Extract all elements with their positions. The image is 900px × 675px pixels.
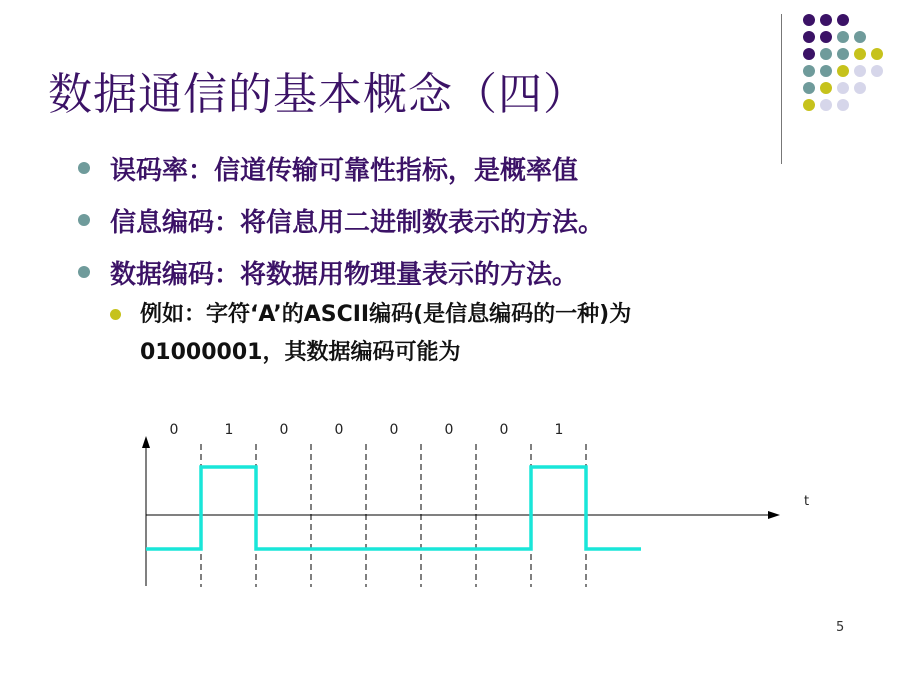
bit-label: 0 [279, 422, 289, 438]
bit-labels [170, 422, 564, 438]
bit-label: 0 [444, 422, 454, 438]
bit-label: 0 [334, 422, 344, 438]
x-axis-arrow [768, 511, 780, 519]
bullet-term: 信息编码： [110, 208, 241, 238]
bullet-definition: 信道传输可靠性指标，是概率值 [214, 156, 579, 186]
y-axis-arrow [142, 436, 150, 448]
slide-title: 数据通信的基本概念（四） [48, 69, 588, 120]
bit-label: 0 [389, 422, 399, 438]
bit-label: 1 [554, 422, 564, 438]
bullet-definition: 将信息用二进制数表示的方法。 [240, 208, 605, 238]
bullet-term: 误码率： [110, 156, 215, 186]
signal-waveform [146, 467, 641, 549]
axes [142, 436, 780, 586]
bullet-definition: 将数据用物理量表示的方法。 [240, 260, 579, 290]
bit-label: 0 [169, 422, 179, 438]
page-number: 5 [836, 620, 845, 635]
sub-bullet-line-2: 01000001，其数据编码可能为 [140, 340, 461, 365]
bullet-term: 数据编码： [110, 260, 241, 290]
x-axis-label: t [804, 494, 810, 509]
bit-label: 0 [499, 422, 509, 438]
bit-label: 1 [224, 422, 234, 438]
sub-bullet-line-1: 例如：字符‘A’的ASCII编码(是信息编码的一种)为 [140, 302, 632, 327]
